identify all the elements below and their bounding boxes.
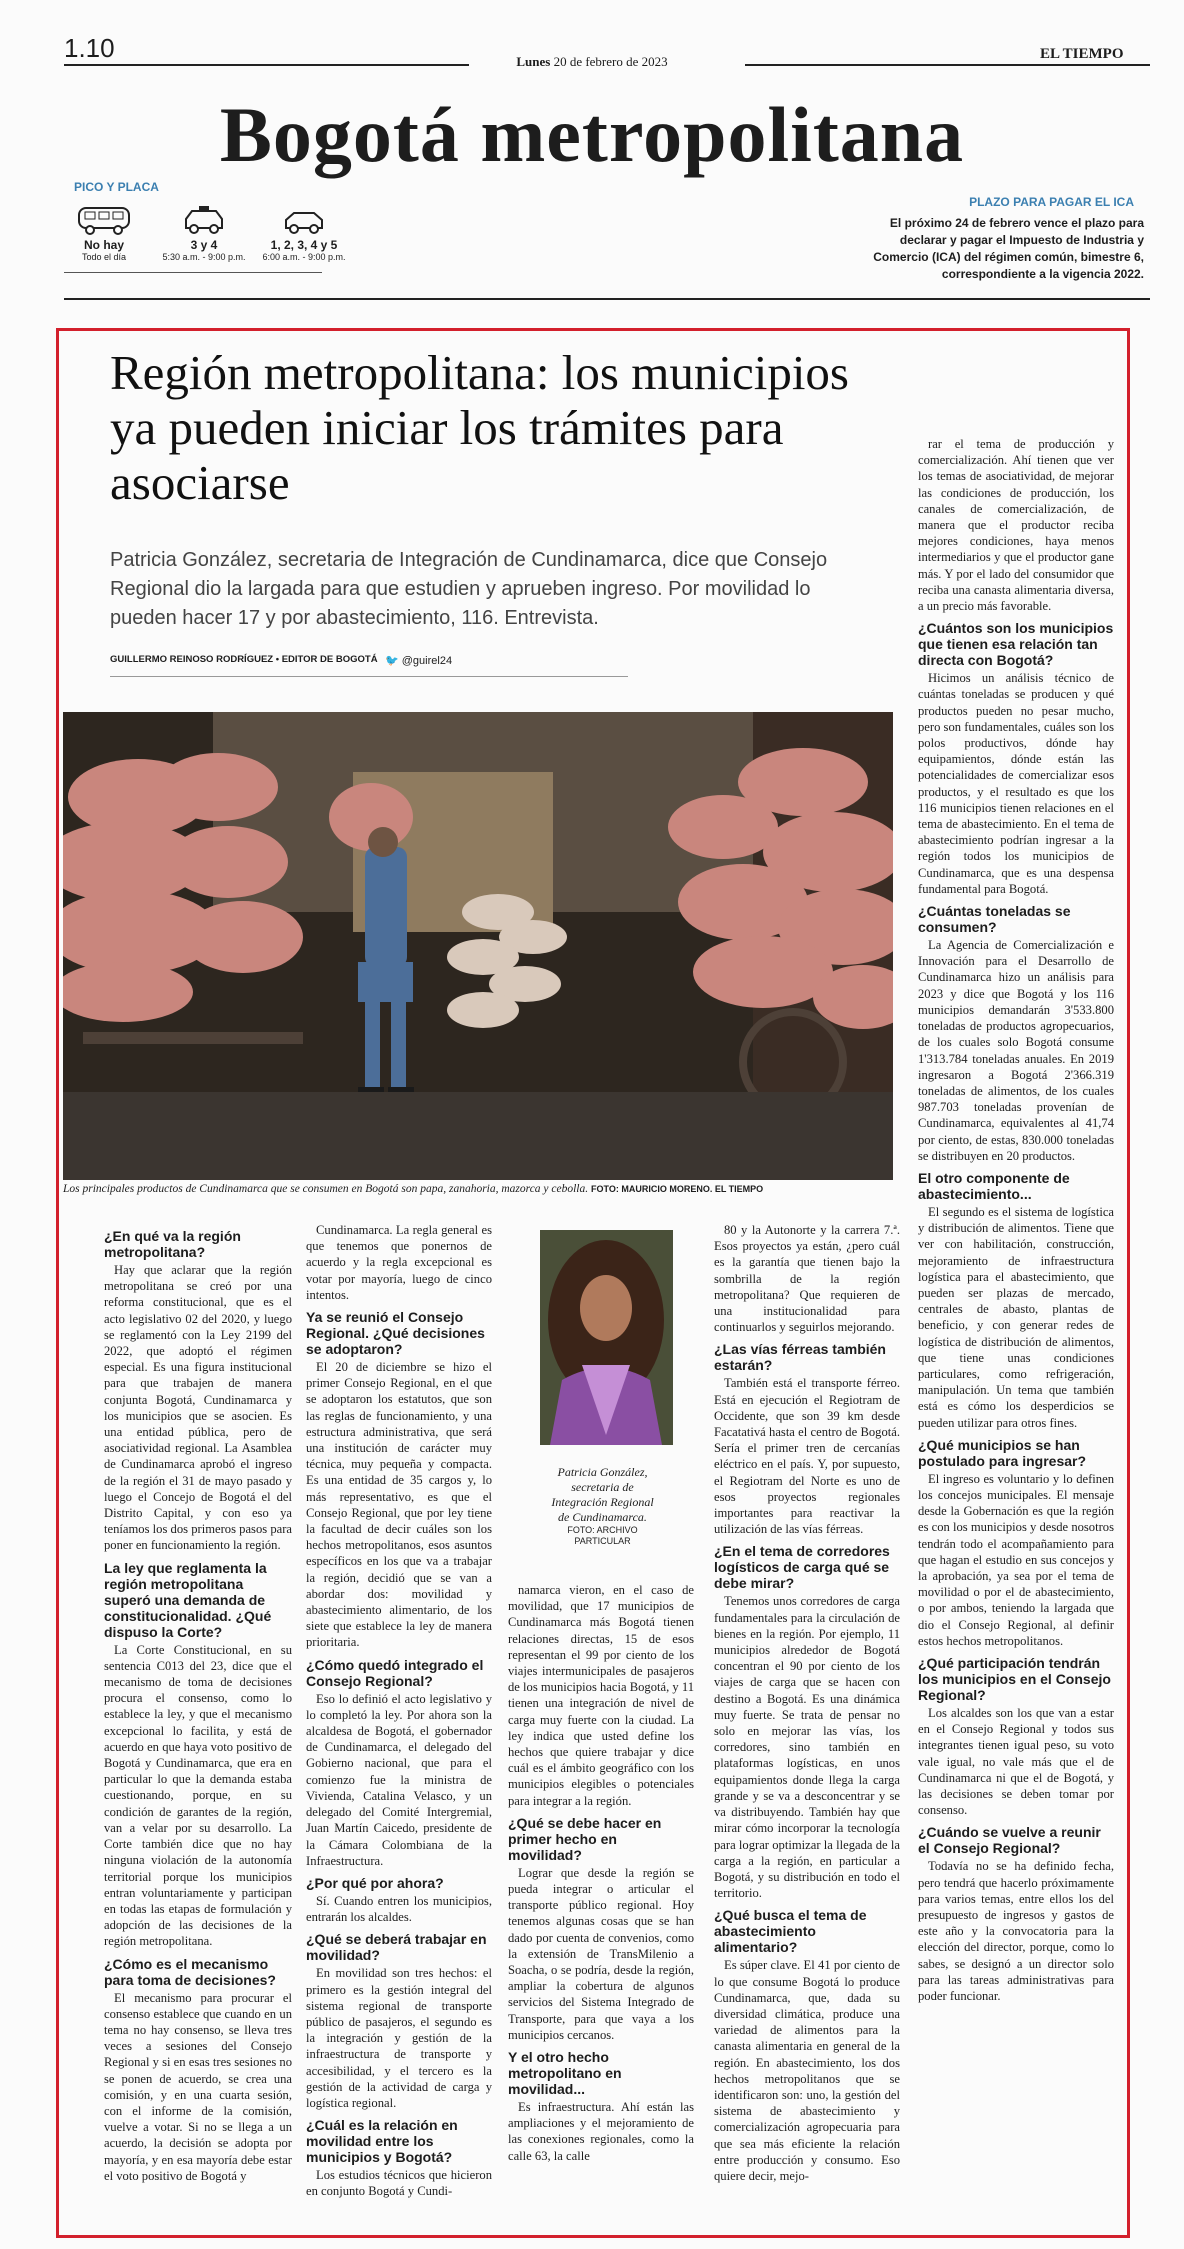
- question-heading: ¿Las vías férreas también estarán?: [714, 1341, 886, 1374]
- portrait-caption-text: Patricia González, secretaria de Integración Regional de Cundinamarca.: [551, 1465, 654, 1524]
- question-heading: ¿En el tema de corredores logísticos de carga qué se debe mirar?: [714, 1543, 890, 1592]
- body-column: [104, 1222, 292, 2187]
- caption-text: Los principales productos de Cundinamarca que se consumen en Bogotá son papa, zanahoria, mazorca y cebolla.: [63, 1183, 589, 1195]
- portrait-photo: [540, 1230, 673, 1445]
- answer-paragraph: Es súper clave. El 41 por ciento de lo que consume Bogotá lo produce Cundinamarca, que, dada su diversidad climática, produce una variedad de alimentos para la canasta alimentaria en general de la región. En abastecimiento, los dos hechos metropolitanos que se identificaron son: uno, la gestión del sistema de abastecimiento y comercialización agropecuaria para que sea más eficiente la relación entre producción y consumo. Eso quiere decir, mejo-: [714, 1958, 900, 2183]
- question-heading: ¿Por qué por ahora?: [306, 1874, 444, 1891]
- section-title: Bogotá metropolitana: [219, 91, 965, 178]
- question-heading: ¿Cuántas toneladas se consumen?: [918, 903, 1071, 936]
- question-heading: ¿En qué va la región metropolitana?: [104, 1228, 241, 1260]
- question-heading: ¿Qué municipios se han postulado para ingresar?: [918, 1436, 1087, 1469]
- question-heading: La ley que reglamenta la región metropolitana superó una demanda de constitucionalidad. ¿Qué dispuso la Corte?: [104, 1559, 272, 1640]
- answer-paragraph: Todavía no se ha definido fecha, pero tendrá que hacerlo próximamente para varios temas, entre ellos los del presupuesto de ingresos y gastos de este año y la convocatoria para la elección del director, porque, como lo sabes, se designó a un director solo para las tareas administrativas para poder funcionar.: [918, 1859, 1114, 2004]
- portrait-caption: [545, 1465, 660, 1547]
- twitter-text: @guirel24: [401, 655, 453, 667]
- body-column: [918, 436, 1114, 2007]
- body-column: [306, 1222, 492, 2203]
- answer-paragraph: Tenemos unos corredores de carga fundamentales para la circulación de bienes en la región. Por ejemplo, 11 municipios alrededor de Bogotá concentran el 90 por ciento de los viajes de carga que se hacen con destino a Bogotá. Es una dinámica muy fuerte. Se trata de pensar no solo en mejorar las vías, los corredores, sino también en plataformas logísticas, en unos equipamientos donde llega la carga grande y se va a desconcentrar y se va distribuyendo. También hay que mirar cómo incorporar la tecnología para lograr optimizar la llegada de la carga a la región, en particular a Bogotá, y su distribución en todo el territorio.: [714, 1594, 900, 1901]
- question-heading: ¿Cómo es el mecanismo para toma de decisiones?: [104, 1955, 276, 1988]
- bus-icon: [77, 204, 131, 236]
- question-heading: ¿Qué se debe hacer en primer hecho en movilidad?: [508, 1814, 662, 1863]
- body-column: [714, 1222, 900, 2187]
- article-headline: Región metropolitana: los municipios ya pueden iniciar los trámites para asociarse: [110, 345, 849, 510]
- question-heading: ¿Qué se deberá trabajar en movilidad?: [306, 1931, 487, 1964]
- answer-paragraph: Eso lo definió el acto legislativo y lo completó la ley. Por ahora son la alcaldesa de Bogotá, el gobernador de Cundinamarca, el delegado del Gobierno nacional, que para el comienzo fue la ministra de Vivienda, Catalina Velasco, y un delegado del Comité Intergremial, Juan Martín Caicedo, presidente de la Cámara Colombiana de la Infraestructura.: [306, 1691, 492, 1868]
- header-rule: [64, 298, 1150, 300]
- question-heading: El otro componente de abastecimiento...: [918, 1169, 1070, 1202]
- article-deck: Patricia González, secretaria de Integración de Cundinamarca, dice que Consejo Regional dio la largada para que estudien y aprueben ingreso. Por movilidad lo pueden hacer 17 y por abastecimiento, 116. Entrevista.: [110, 549, 828, 629]
- answer-paragraph: Los alcaldes son los que van a estar en el Consejo Regional y todos sus integrantes tienen igual peso, su voto vale igual, no vale más que el de Cundinamarca ni que el de Bogotá, y las decisiones se deben tomar por consenso.: [918, 1706, 1114, 1818]
- question-heading: ¿Cuántos son los municipios que tienen esa relación tan directa con Bogotá?: [918, 620, 1114, 669]
- answer-paragraph: 80 y la Autonorte y la carrera 7.ª. Esos proyectos ya están, ¿pero cuál es la garantía que tienen bajo la sombrilla de la región metropolitana? Que requieren de una institucionalidad para continuarlos y seguirlos mejorando.: [714, 1223, 900, 1335]
- answer-paragraph: También está el transporte férreo. Está en ejecución el Regiotram de Occidente, que son 39 km desde Facatativá hasta el centro de Bogotá. Sería el primer tren de cercanías eléctrico en el país. Y, por supuesto, el Regiotram del Norte es uno de esos proyectos regionales importantes para reactivar la utilización de las vías férreas.: [714, 1376, 900, 1537]
- answer-paragraph: Los estudios técnicos que hicieron en conjunto Bogotá y Cundi-: [306, 2168, 492, 2199]
- answer-paragraph: El mecanismo para procurar el consenso establece que cuando en un tema no hay consenso, se lleva tres veces a sesiones del Consejo Regional y si en esas tres sesiones no se ponen de acuerdo, se crea una comisión, y en una cuarta sesión, con el informe de la comisión, vuelve a votar. Si no se llega a un acuerdo, la decisión se adopta por mayoría, y en esa mayoría debe estar el voto positivo de Bogotá y: [104, 1990, 292, 2183]
- pico-item: [154, 204, 254, 262]
- photo-credit: FOTO: MAURICIO MORENO. EL TIEMPO: [591, 1184, 764, 1194]
- twitter-icon: 🐦: [385, 655, 399, 667]
- pico-item: [254, 204, 354, 262]
- answer-paragraph: El ingreso es voluntario y lo definen los concejos municipales. El mensaje desde la Gobernación es que la región es con los municipios y desde nosotros tendrán todo el acompañamiento para que hagan el estudio en sus concejos y la aprobación, ya sea por el tema de movilidad o por el de abastecimiento, o por ambos, teniendo la largada que dio el Consejo Regional, al definir estos hechos metropolitanos.: [918, 1471, 1114, 1648]
- body-column: [508, 1582, 694, 2167]
- pico-y-placa: [54, 204, 354, 262]
- portrait-credit: FOTO: ARCHIVO PARTICULAR: [567, 1525, 638, 1546]
- ica-title: PLAZO PARA PAGAR EL ICA: [969, 195, 1134, 209]
- question-heading: ¿Cómo quedó integrado el Consejo Regional?: [306, 1656, 484, 1689]
- answer-paragraph: Hicimos un análisis técnico de cuántas toneladas se producen y qué productos pueden no pesar mucho, pero son fundamentales, cuáles son los polos productivos, dónde hay equipamientos, dónde están las potencialidades de comercializar esos productos, y el resultado es que los 116 municipios tienen relaciones en el tema de abastecimiento. En el tema de abastecimiento podrían ingresar a la región todos los municipios de Cundinamarca, que es una despensa fundamental para Bogotá.: [918, 671, 1114, 896]
- pico-digits: 3 y 4: [190, 238, 218, 252]
- question-heading: ¿Qué busca el tema de abastecimiento alimentario?: [714, 1907, 867, 1956]
- answer-paragraph: Sí. Cuando entren los municipios, entrarán los alcaldes.: [306, 1893, 492, 1925]
- day: Lunes: [516, 54, 551, 69]
- car-icon: [282, 204, 326, 236]
- question-heading: Ya se reunió el Consejo Regional. ¿Qué decisiones se adoptaron?: [306, 1309, 485, 1358]
- twitter-handle: [385, 654, 452, 667]
- pico-hours: Todo el día: [81, 252, 127, 262]
- answer-paragraph: namarca vieron, en el caso de movilidad, que 17 municipios de Cundinamarca más Bogotá tienen relaciones directas, 15 de esos representan el 99 por ciento de los viajes intermunicipales de pasajeros de los municipios hacia Bogotá, y 11 tienen una integración de nivel de carga muy fuerte con la ciudad. La ley indica que usted define los hechos que quiere trabajar y dice cuál es el ámbito geográfico con los municipios elegibles o potenciales para integrar a la región.: [508, 1583, 694, 1808]
- question-heading: ¿Cuándo se vuelve a reunir el Consejo Regional?: [918, 1824, 1101, 1857]
- pico-rule: [64, 272, 322, 273]
- answer-paragraph: La Agencia de Comercialización e Innovación para el Desarrollo de Cundinamarca hizo un análisis para 2023 y dice que Bogotá y los 116 municipios demandarán 3'533.800 toneladas de productos agropecuarios, de los cuales solo Bogotá consume 1'313.784 toneladas anuales. En 2019 ingresaron a Bogotá 2'366.319 toneladas de alimentos, de los cuales 987.703 toneladas provenían de Cundinamarca, equivalentes al 41,74 por ciento, de estas, 830.000 toneladas se distribuyen en 20 productos.: [918, 938, 1114, 1163]
- answer-paragraph: rar el tema de producción y comercialización. Ahí tienen que ver los temas de asociatividad, de mejorar las condiciones de producción, los canales de comercialización, de manera que el productor reciba mejores condiciones, haya menos intermediarios y que el productor gane más. Y por el lado del consumidor que reciba una canasta alimentaria diversa, a un precio más favorable.: [918, 437, 1114, 614]
- answer-paragraph: La Corte Constitucional, en su sentencia C013 del 23, dice que el mecanismo de toma de decisiones procura el consenso, como lo establece la ley, y que el mecanismo excepcional lo facilita, y está de acuerdo en que haya voto positivo de Bogotá y Cundinamarca, que era en particular lo que la demanda estaba cuestionando, porque, en su condición de garantes de la región, van a velar por su desarrollo. La Corte también dice que no hay ninguna violación de la autonomía territorial porque los municipios entran voluntariamente y participan en todas las etapas de formulación y adopción de las decisiones de la región metropolitana.: [104, 1642, 292, 1949]
- pico-digits: 1, 2, 3, 4 y 5: [270, 238, 338, 252]
- pico-item: [54, 204, 154, 262]
- page-number: 1.10: [64, 33, 115, 63]
- market-photo: [63, 712, 893, 1180]
- answer-paragraph: Hay que aclarar que la región metropolitana se creó por una reforma constitucional, que es el acto legislativo 02 del 2020, y luego se reglamentó con la Ley 2199 del 2022, que adoptó el régimen especial. Es una figura institucional para que trabajen de manera conjunta Bogotá, Cundinamarca y los municipios que se asocien. Es una entidad pública, pero de asociatividad regional. La Asamblea de Cundinamarca aprobó el ingreso de la región el 31 de mayo pasado y luego el Concejo de Bogotá el del Distrito Capital, y con eso ya teníamos los dos primeros pasos para poner en funcionamiento la región.: [104, 1263, 292, 1553]
- question-heading: ¿Cuál es la relación en movilidad entre los municipios y Bogotá?: [306, 2117, 458, 2166]
- photo-caption: [63, 1183, 903, 1195]
- taxi-icon: [182, 204, 226, 236]
- date: 20 de febrero de 2023: [553, 54, 668, 69]
- pico-hours: 5:30 a.m. - 9:00 p.m.: [162, 252, 246, 262]
- answer-paragraph: En movilidad son tres hechos: el primero es la gestión integral del sistema regional de transporte público de pasajeros, el segundo es la integración y gestión de la infraestructura de transporte y accesibilidad, y el tercero es la gestión de la actividad de carga y logística regional.: [306, 1966, 492, 2110]
- pico-y-placa-title: PICO Y PLACA: [74, 180, 159, 194]
- answer-paragraph: El segundo es el sistema de logística y distribución de alimentos. Tiene que ver con habilitación, construcción, mejoramiento de infraestructura logística para el abastecimiento, que pueden ser plazas de mercado, centrales de abasto, plantas de beneficio, y con generar redes de logística de distribución de alimentos, que tiene unas condiciones particulares, como refrigeración, manipulación. Un tema que también está es cómo los desperdicios se pueden utilizar para otros fines.: [918, 1204, 1114, 1430]
- byline: GUILLERMO REINOSO RODRÍGUEZ • EDITOR DE BOGOTÁ: [110, 654, 378, 665]
- byline-rule: [110, 676, 628, 677]
- answer-paragraph: El 20 de diciembre se hizo el primer Consejo Regional, en el que se adoptaron los estatutos, que son las reglas de funcionamiento, y una estructura administrativa, que será una institución de carácter muy técnica, muy pequeña y compacta. Es una entidad de 35 cargos y, lo más representativo, es que el Consejo Regional, que por ley tiene la facultad de decir cuáles son los hechos metropolitanos, esos asuntos específicos en los que va a trabajar la región, decidió que se van a abordar dos: movilidad y abastecimiento alimentario, de los siete que establece la ley de manera prioritaria.: [306, 1360, 492, 1650]
- answer-paragraph: Cundinamarca. La regla general es que tenemos que ponernos de acuerdo y la regla excepcional es votar por mayoría, luego de cinco intentos.: [306, 1223, 492, 1302]
- date-line: [0, 54, 1184, 70]
- question-heading: ¿Qué participación tendrán los municipios en el Consejo Regional?: [918, 1655, 1111, 1703]
- pico-hours: 6:00 a.m. - 9:00 p.m.: [262, 252, 346, 262]
- answer-paragraph: Es infraestructura. Ahí están las ampliaciones y el mejoramiento de las conexiones regionales, como la calle 63, la calle: [508, 2100, 694, 2163]
- question-heading: Y el otro hecho metropolitano en movilidad...: [508, 2049, 622, 2098]
- answer-paragraph: Lograr que desde la región se pueda integrar o articular el transporte público regional. Hoy tenemos algunas cosas que se han dado por cuenta de convenios, como la extensión de TransMilenio a Soacha, o se podría, desde la región, ampliar la cobertura de algunos servicios del Sistema Integrado de Transporte, para que vaya a los municipios cercanos.: [508, 1865, 694, 2042]
- paper-name: EL TIEMPO: [1040, 46, 1124, 62]
- pico-digits: No hay: [83, 238, 124, 252]
- ica-text: El próximo 24 de febrero vence el plazo para declarar y pagar el Impuesto de Industria y Comercio (ICA) del régimen común, bimestre 6, correspondiente a la vigencia 2022.: [873, 216, 1144, 281]
